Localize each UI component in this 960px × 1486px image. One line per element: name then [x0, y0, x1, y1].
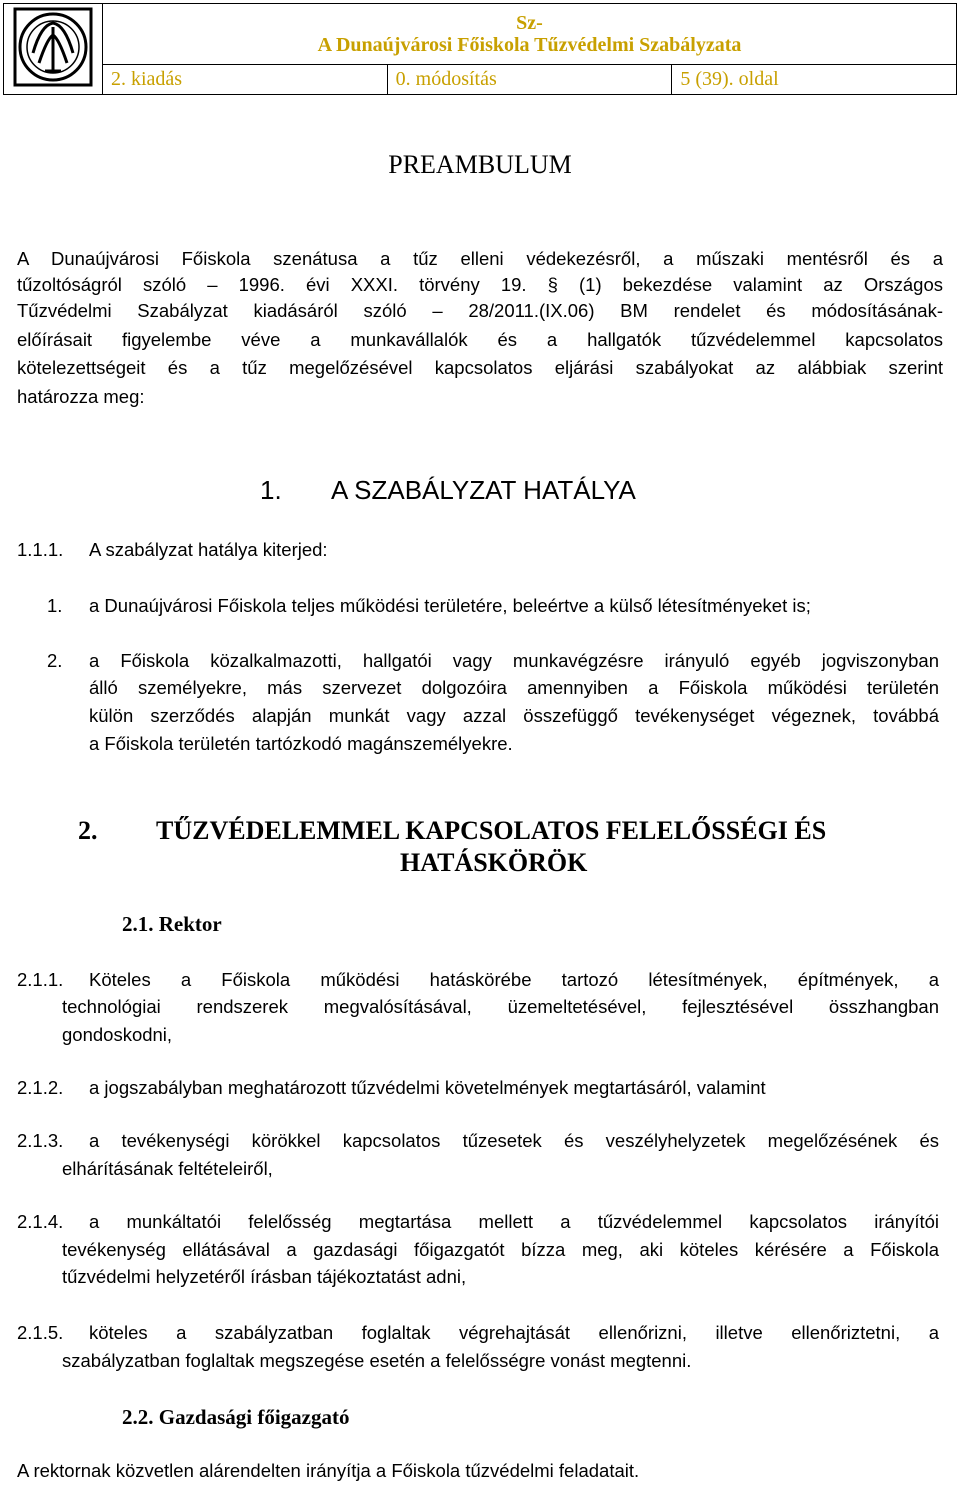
scope-item-1-text: a Dunaújvárosi Főiskola teljes működési területére, beleértve a külső létesítményeket is; — [89, 595, 811, 616]
scope-item-2-last-line: a Főiskola területén tartózkodó magánszemélyekre. — [89, 733, 513, 754]
header-title-line1: Sz- — [516, 12, 543, 34]
scope-item-2-line-2: álló személyekre, más szervezet dolgozóira amennyiben a Főiskola működési területén — [89, 677, 939, 698]
scope-item-2-line-3: külön szerződés alapján munkát vagy azzal összefüggő tevékenységet végeznek, továbbá — [89, 705, 939, 726]
section-2-2-text: A rektornak közvetlen alárendelten irányítja a Főiskola tűzvédelmi feladatait. — [17, 1460, 640, 1481]
para-2-1-5-last-line: szabályzatban foglaltak megszegése esetén a felelősségre vonást megtenni. — [62, 1350, 692, 1371]
preamble-line-4: előírásait figyelembe véve a munkavállalók és a hallgatók tűzvédelemmel kapcsolatos — [17, 329, 943, 350]
section-2-title-line-1: TŰZVÉDELEMMEL KAPCSOLATOS FELELŐSSÉGI ÉS — [156, 816, 827, 845]
para-2-1-5-number: 2.1.5. — [17, 1322, 64, 1343]
edition-cell: 2. kiadás — [103, 65, 388, 95]
scope-item-2-number: 2. — [47, 650, 63, 671]
header-title-line2: A Dunaújvárosi Főiskola Tűzvédelmi Szabályzata — [317, 34, 742, 56]
para-2-1-3-line-1: a tevékenységi körökkel kapcsolatos tűzesetek és veszélyhelyzetek megelőzésének és — [89, 1130, 939, 1151]
para-2-1-2-text: a jogszabályban meghatározott tűzvédelmi követelmények megtartásáról, valamint — [89, 1077, 766, 1098]
preamble-line-2: tűzoltóságról szóló – 1996. évi XXXI. törvény 19. § (1) bekezdése valamint az Országos — [17, 274, 943, 295]
para-2-1-4-line-2: tevékenység ellátásával a gazdasági főigazgatót bízza meg, aki köteles kérésére a Főiskola — [62, 1239, 939, 1260]
para-2-1-5-line-1: köteles a szabályzatban foglaltak végrehajtását ellenőrizni, illetve ellenőriztetni, a — [89, 1322, 939, 1343]
para-2-1-2-number: 2.1.2. — [17, 1077, 64, 1098]
para-2-1-1-last-line: gondoskodni, — [62, 1024, 173, 1045]
section-2-2-title: 2.2. Gazdasági főigazgató — [122, 1405, 350, 1429]
preamble-line-3: Tűzvédelmi Szabályzat kiadásáról szóló – 28/2011.(IX.06) BM rendelet és módosításának- — [17, 300, 943, 321]
page-number-cell: 5 (39). oldal — [672, 65, 957, 95]
para-2-1-3-number: 2.1.3. — [17, 1130, 64, 1151]
document-header — [3, 3, 957, 95]
scope-item-1-number: 1. — [47, 595, 63, 616]
para-2-1-4-last-line: tűzvédelmi helyzetéről írásban tájékoztatást adni, — [62, 1266, 467, 1287]
section-1-number: 1. — [260, 475, 282, 505]
preamble-line-1: A Dunaújvárosi Főiskola szenátusa a tűz elleni védekezésről, a műszaki mentésről és a — [17, 248, 943, 269]
college-logo — [4, 4, 103, 95]
para-2-1-1-line-2: technológiai rendszerek megvalósításával, üzemeltetésével, fejlesztésével összhangban — [62, 996, 939, 1017]
modification-cell: 0. módosítás — [387, 65, 672, 95]
preamble-last-line: határozza meg: — [17, 386, 145, 407]
section-2-title-line-2: HATÁSKÖRÖK — [400, 848, 588, 877]
para-2-1-1-number: 2.1.1. — [17, 969, 64, 990]
section-1-1-1-number: 1.1.1. — [17, 539, 64, 560]
para-2-1-4-number: 2.1.4. — [17, 1211, 64, 1232]
para-2-1-3-last-line: elhárításának feltételeiről, — [62, 1158, 273, 1179]
preamble-line-5: kötelezettségeit és a tűz megelőzésével kapcsolatos eljárási szabályokat az alábbiak szerint — [17, 357, 943, 378]
section-1-title: A SZABÁLYZAT HATÁLYA — [331, 475, 636, 505]
section-1-1-1-title: A szabályzat hatálya kiterjed: — [89, 539, 328, 560]
preamble-heading: PREAMBULUM — [388, 150, 572, 179]
header-title — [103, 4, 957, 65]
scope-item-2-line-1: a Főiskola közalkalmazotti, hallgatói vagy munkavégzésre irányuló egyéb jogviszonyban — [89, 650, 939, 671]
para-2-1-1-line-1: Köteles a Főiskola működési hatáskörébe tartozó létesítmények, építmények, a — [89, 969, 939, 990]
section-2-number: 2. — [78, 816, 98, 845]
para-2-1-4-line-1: a munkáltatói felelősség megtartása mellett a tűzvédelemmel kapcsolatos irányítói — [89, 1211, 939, 1232]
college-emblem-icon — [11, 5, 95, 89]
section-2-1-title: 2.1. Rektor — [122, 912, 222, 936]
